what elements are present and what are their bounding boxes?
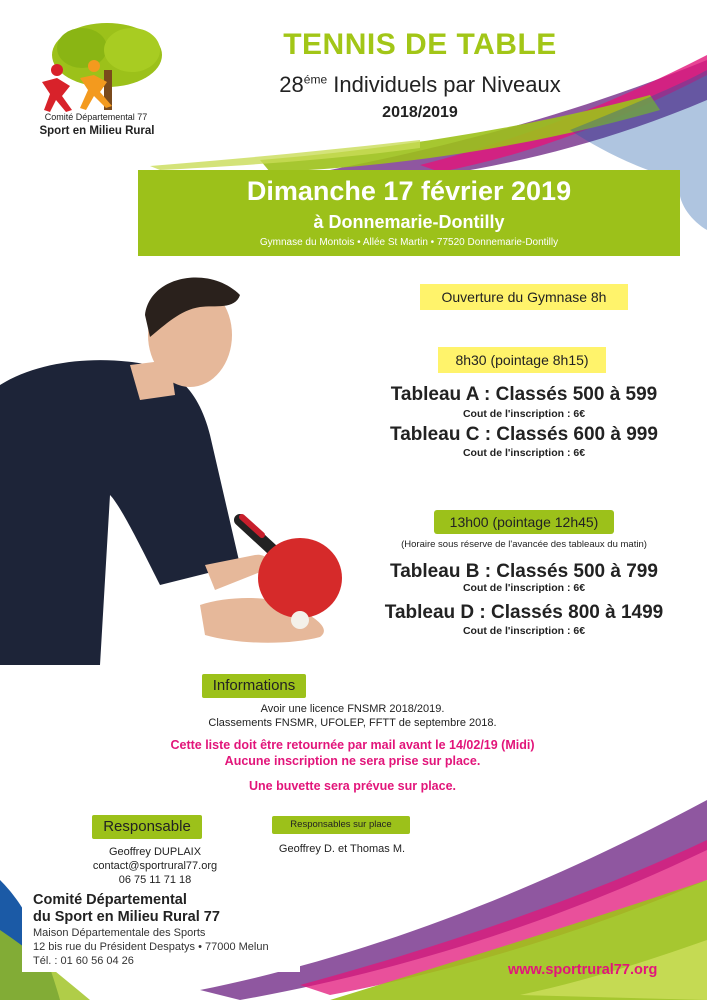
morning-session-tag: 8h30 (pointage 8h15) [438, 347, 606, 373]
table-c-cost: Cout de l'inscription : 6€ [462, 447, 586, 459]
event-place: à Donnemarie-Dontilly [313, 212, 505, 232]
opening-time-tag: Ouverture du Gymnase 8h [420, 284, 628, 310]
warning-line: Une buvette sera prévue sur place. [248, 779, 457, 793]
event-address: Gymnase du Montois • Allée St Martin • 77520 Donnemarie-Dontilly [259, 237, 559, 248]
subtitle-rest: Individuels par Niveaux [327, 72, 561, 97]
responsable-name: Geoffrey DUPLAIX [108, 846, 202, 858]
footer-line: 12 bis rue du Président Despatys • 77000 Melun [33, 941, 269, 953]
table-d-cost: Cout de l'inscription : 6€ [462, 625, 586, 637]
footer-phone: Tél. : 01 60 56 04 26 [33, 955, 134, 967]
event-subtitle [190, 72, 650, 98]
table-b: Tableau B : Classés 500 à 799 [390, 561, 658, 582]
website-link[interactable]: www.sportrural77.org [508, 962, 658, 978]
event-date: Dimanche 17 février 2019 [246, 176, 572, 206]
info-line: Avoir une licence FNSMR 2018/2019. [260, 703, 445, 715]
footer-line: Maison Départementale des Sports [33, 927, 206, 939]
responsable-email[interactable]: contact@sportrural77.org [92, 860, 218, 872]
logo-line2: Sport en Milieu Rural [39, 125, 155, 137]
season: 2018/2019 [382, 104, 458, 121]
subtitle-sup: éme [303, 72, 328, 87]
subtitle-prefix: 28 [279, 72, 304, 97]
footer-org-line2: du Sport en Milieu Rural 77 [33, 909, 220, 925]
responsable-tag: Responsable [92, 815, 202, 839]
logo-line1: Comité Départemental 77 [44, 112, 148, 122]
warning-line: Aucune inscription ne sera prise sur place. [224, 754, 481, 768]
afternoon-note: (Horaire sous réserve de l'avancée des tableaux du matin) [401, 539, 647, 550]
page-title: TENNIS DE TABLE [283, 28, 557, 61]
table-a: Tableau A : Classés 500 à 599 [390, 384, 658, 405]
onsite-responsables-tag: Responsables sur place [272, 816, 410, 834]
info-line: Classements FNSMR, UFOLEP, FFTT de septembre 2018. [208, 717, 497, 729]
table-a-cost: Cout de l'inscription : 6€ [462, 408, 586, 420]
onsite-responsables-names: Geoffrey D. et Thomas M. [278, 843, 406, 855]
afternoon-session-tag: 13h00 (pointage 12h45) [434, 510, 614, 534]
responsable-phone: 06 75 11 71 18 [118, 874, 192, 886]
table-b-cost: Cout de l'inscription : 6€ [462, 582, 586, 594]
warning-line: Cette liste doit être retournée par mail avant le 14/02/19 (Midi) [170, 738, 535, 752]
footer-org-line1: Comité Départemental [33, 892, 187, 908]
informations-tag: Informations [202, 674, 306, 698]
table-d: Tableau D : Classés 800 à 1499 [384, 602, 664, 623]
table-c: Tableau C : Classés 600 à 999 [390, 424, 658, 445]
